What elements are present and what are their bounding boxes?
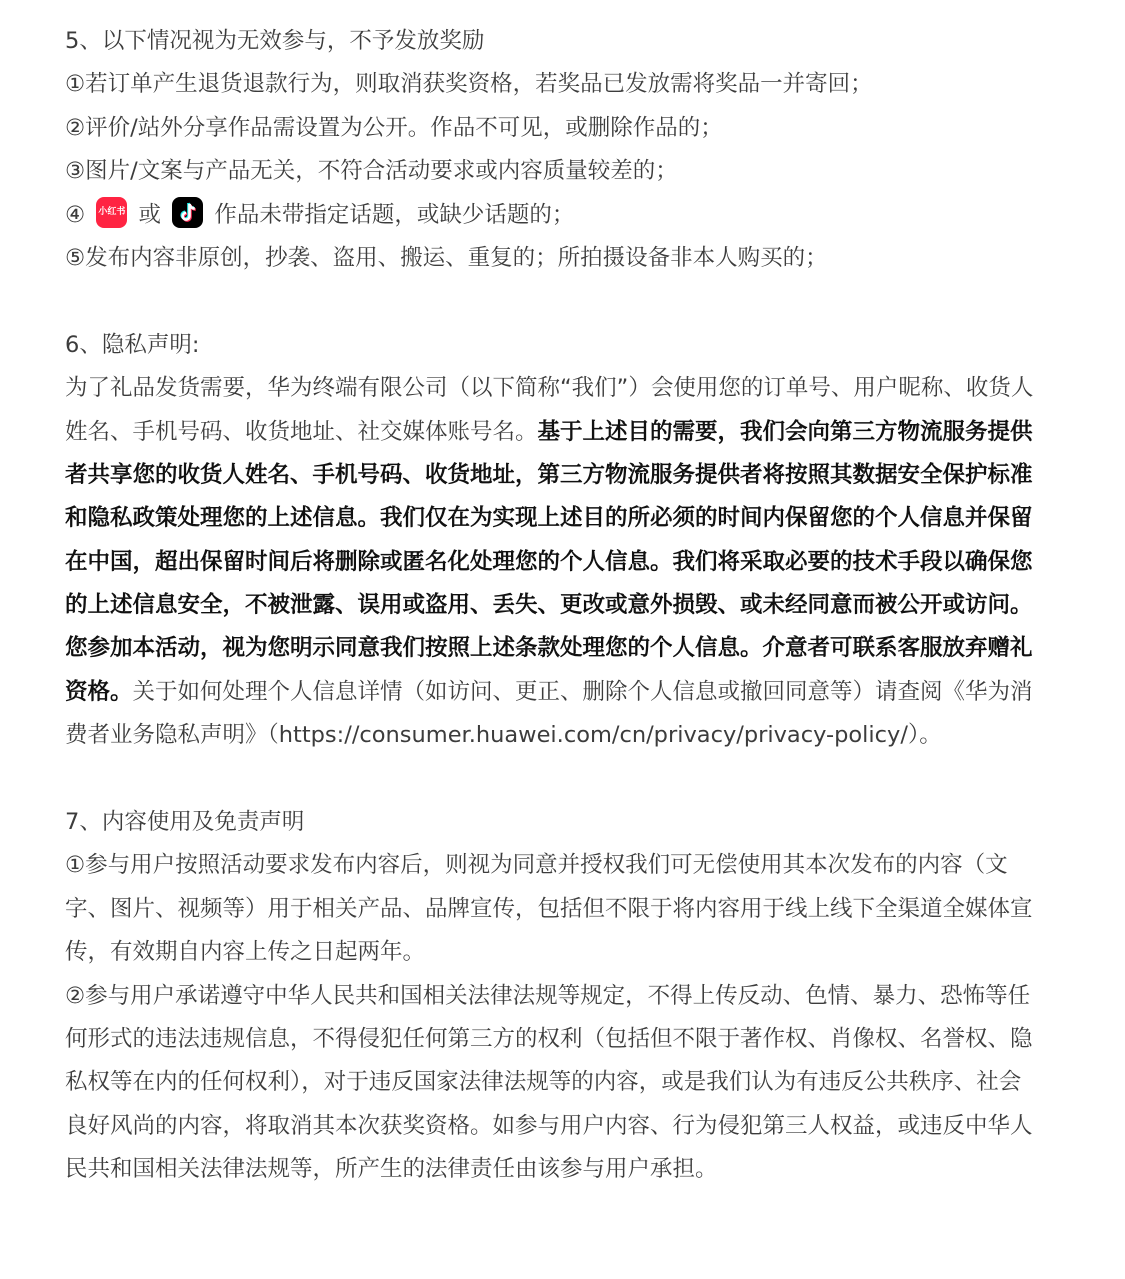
spacer (65, 280, 1065, 323)
section6-line (65, 411, 1065, 454)
section7-line: 民共和国相关法律法规等，所产生的法律责任由该参与用户承担。 (65, 1156, 718, 1183)
section6-bold-text: 和隐私政策处理您的上述信息。我们仅在为实现上述目的所必须的时间内保留您的个人信息并保留 (65, 505, 1033, 532)
section6-text: 姓名、手机号码、收货地址、社交媒体账号名。 (65, 418, 538, 445)
douyin-logo-icon (172, 197, 203, 228)
section5-item-4-prefix: ④ (65, 201, 86, 228)
section5-item-1: ①若订单产生退货退款行为，则取消获奖资格，若奖品已发放需将奖品一并寄回； (65, 71, 873, 98)
section7-line: 私权等在内的任何权利），对于违反国家法律法规等的内容，或是我们认为有违反公共秩序、社会 (65, 1069, 1022, 1096)
section6-body (65, 367, 1065, 758)
section6-bold-text: 您参加本活动，视为您明示同意我们按照上述条款处理您的个人信息。介意者可联系客服放弃赠礼 (65, 635, 1033, 662)
section5-item-5: ⑤发布内容非原创，抄袭、盗用、搬运、重复的；所拍摄设备非本人购买的； (65, 244, 828, 271)
section6-bold-text: 在中国，超出保留时间后将删除或匿名化处理您的个人信息。我们将采取必要的技术手段以确保您 (65, 548, 1033, 575)
section6-bold-text: 基于上述目的需要，我们会向第三方物流服务提供 (537, 418, 1033, 445)
section5-item-4-suffix: 作品未带指定话题，或缺少话题的； (214, 201, 575, 228)
spacer (65, 758, 1065, 801)
section6-line (65, 454, 1065, 497)
section6-line (65, 541, 1065, 584)
section6-title: 6、隐私声明: (65, 331, 200, 358)
section6-text: 费者业务隐私声明》（https://consumer.huawei.com/cn/privacy/privacy-policy/）。 (65, 722, 942, 749)
section7-line: ②参与用户承诺遵守中华人民共和国相关法律法规等规定，不得上传反动、色情、暴力、恐怖等任 (65, 982, 1031, 1009)
section6-bold-text: 者共享您的收货人姓名、手机号码、收货地址，第三方物流服务提供者将按照其数据安全保护标准 (65, 461, 1033, 488)
section6-line (65, 367, 1065, 410)
section6-line (65, 671, 1065, 714)
section5-title: 5、以下情况视为无效参与，不予发放奖励 (65, 28, 485, 54)
section5-item-3: ③图片/文案与产品无关，不符合活动要求或内容质量较差的； (65, 158, 678, 185)
section7-line: 传，有效期自内容上传之日起两年。 (65, 939, 426, 966)
section6-line (65, 584, 1065, 627)
section7-body (65, 844, 1065, 1191)
section6-text: 为了礼品发货需要，华为终端有限公司（以下简称“我们”）会使用您的订单号、用户昵称、收货人 (65, 375, 1034, 402)
section6-line (65, 497, 1065, 540)
xiaohongshu-logo-icon: 小红书 (96, 197, 127, 228)
section6-bold-text: 的上述信息安全，不被泄露、误用或盗用、丢失、更改或意外损毁、或未经同意而被公开或访问。 (65, 592, 1033, 619)
section5-item-4-connector: 或 (138, 201, 161, 228)
section7-title: 7、内容使用及免责声明 (65, 809, 305, 836)
section6-text: 关于如何处理个人信息详情（如访问、更正、删除个人信息或撤回同意等）请查阅《华为消 (132, 678, 1033, 705)
section7-line: 良好风尚的内容，将取消其本次获奖资格。如参与用户内容、行为侵犯第三人权益，或违反中华人 (65, 1112, 1033, 1139)
section7-line: ①参与用户按照活动要求发布内容后，则视为同意并授权我们可无偿使用其本次发布的内容（文 (65, 852, 1008, 879)
section5-item-2: ②评价/站外分享作品需设置为公开。作品不可见，或删除作品的； (65, 114, 723, 141)
section6-line (65, 714, 1065, 757)
section6-line (65, 627, 1065, 670)
document-body (65, 20, 1065, 1192)
section7-line: 何形式的违法违规信息，不得侵犯任何第三方的权利（包括但不限于著作权、肖像权、名誉权、隐 (65, 1025, 1033, 1052)
section6-bold-text: 资格。 (65, 678, 133, 705)
section7-line: 字、图片、视频等）用于相关产品、品牌宣传，包括但不限于将内容用于线上线下全渠道全媒体宣 (65, 895, 1033, 922)
section5-item-4 (65, 194, 1065, 237)
